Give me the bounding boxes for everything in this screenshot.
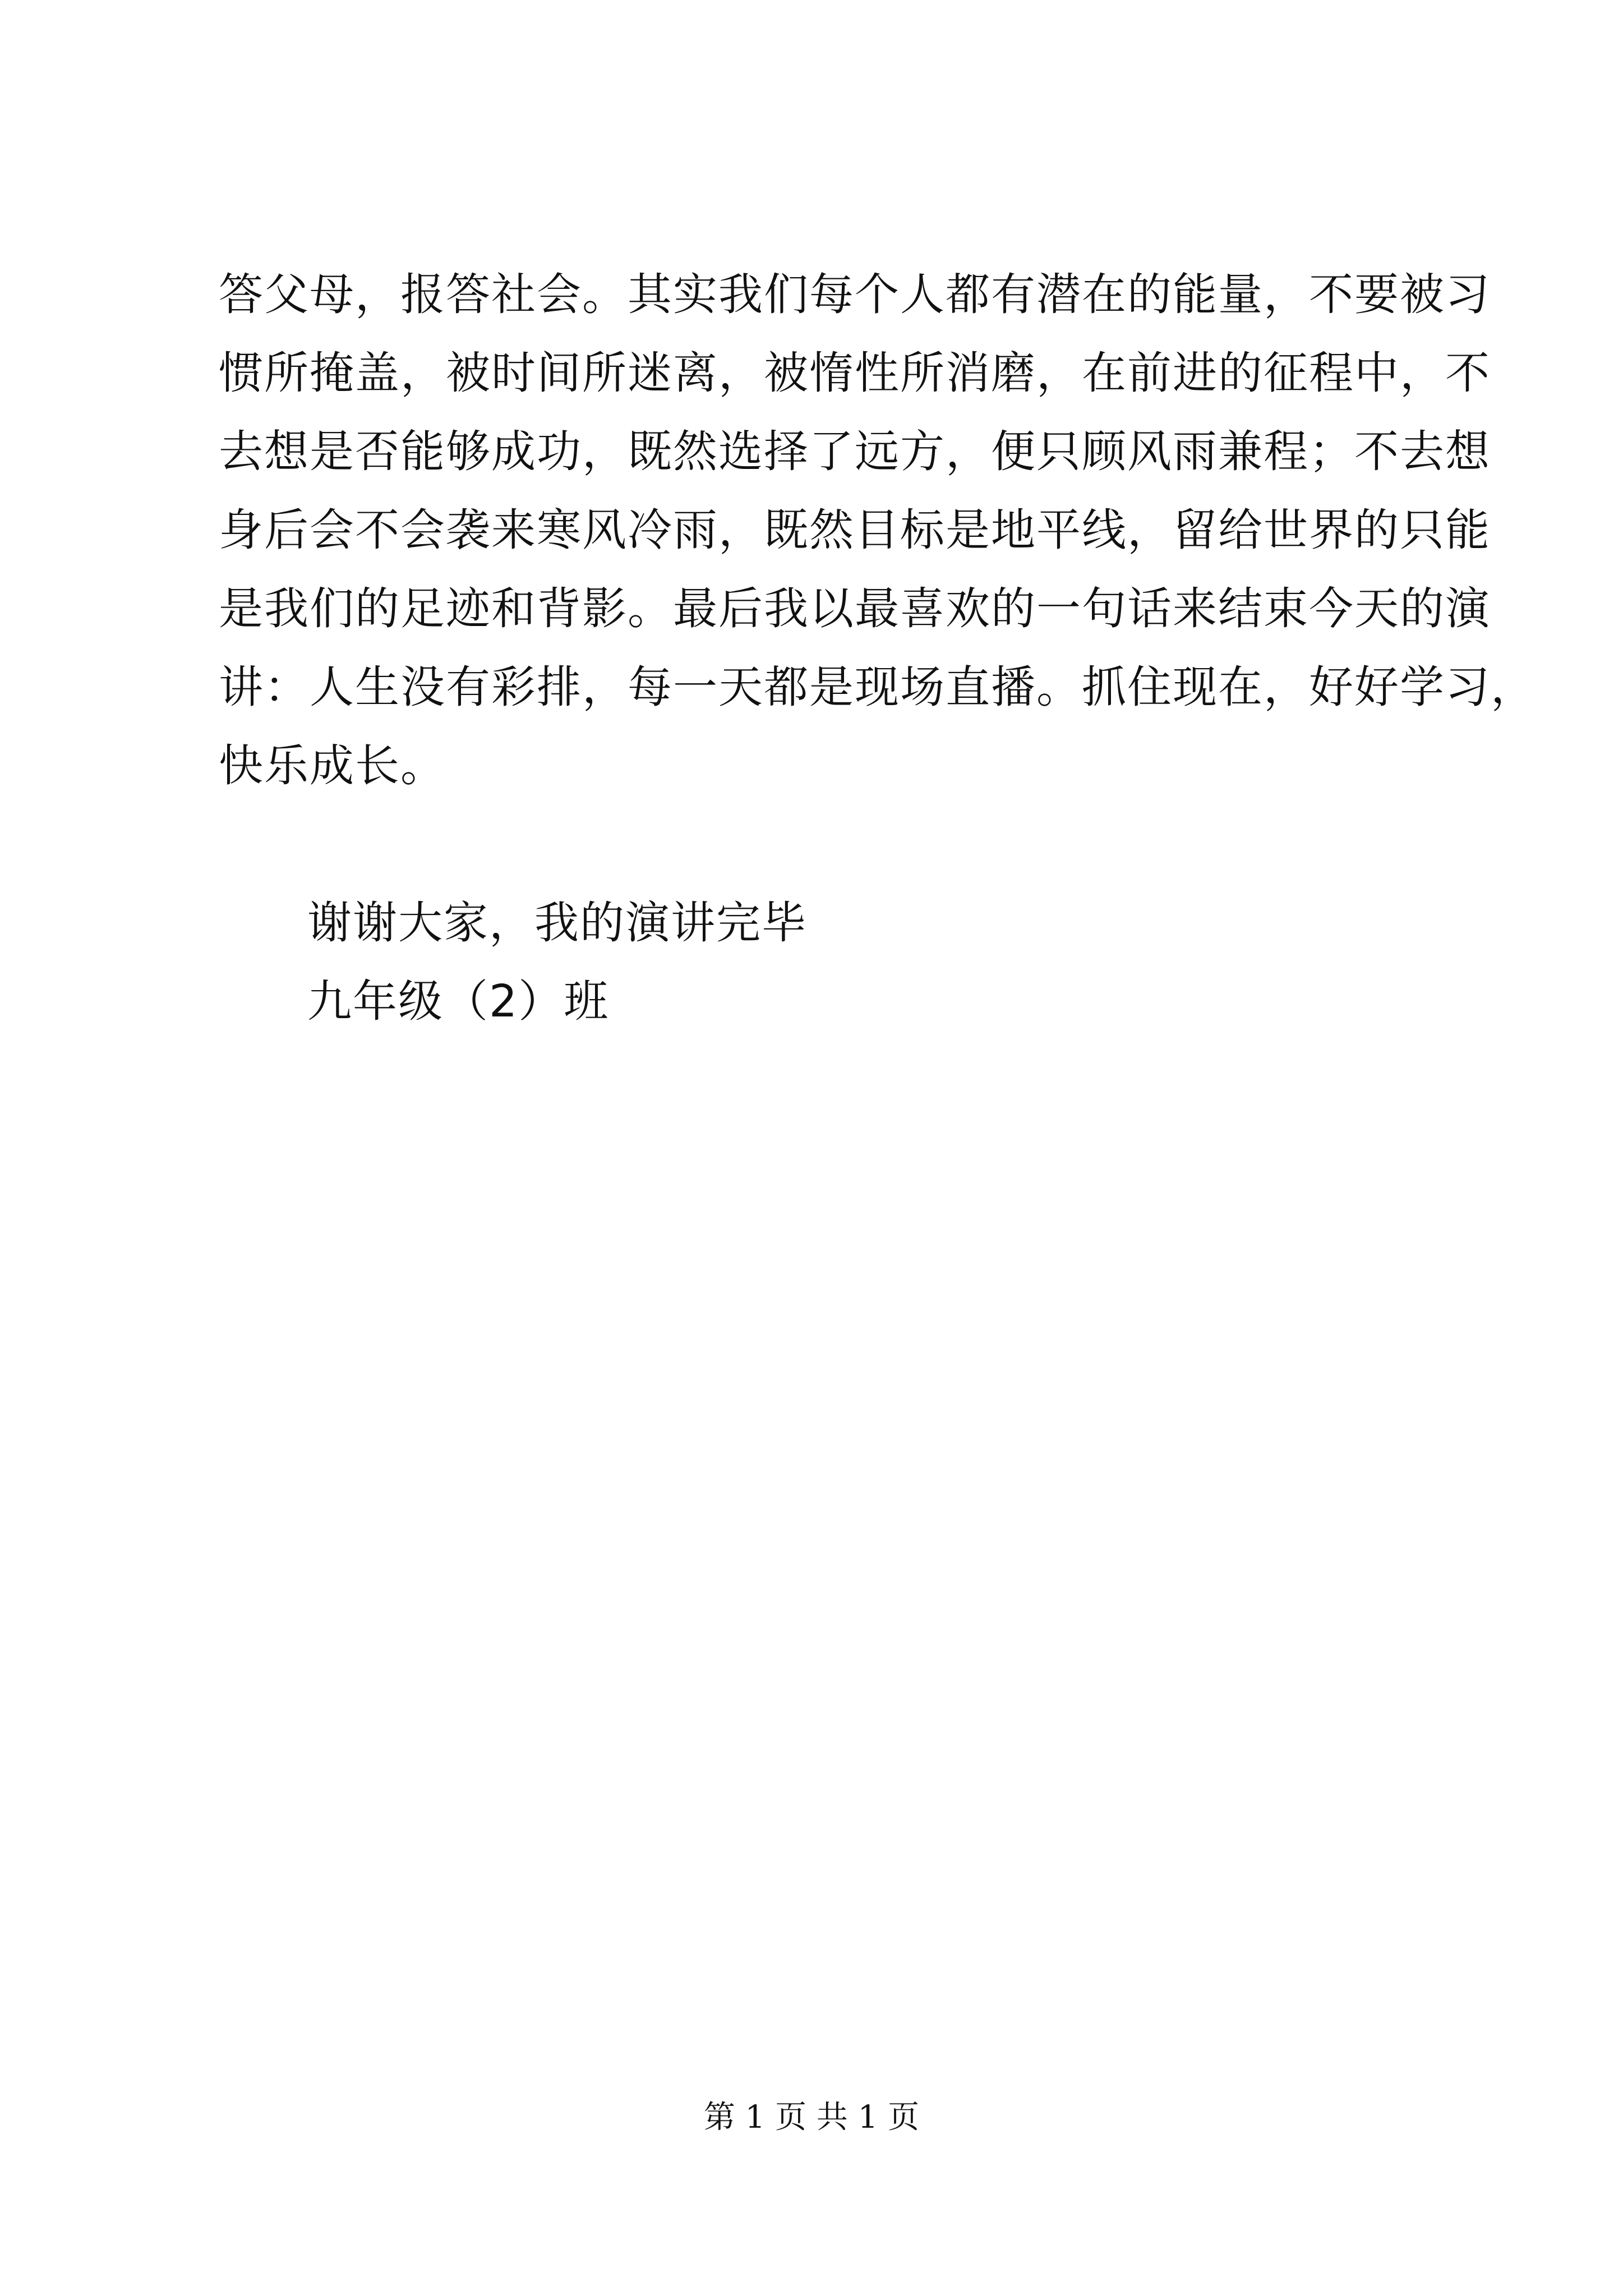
body-line: 惯所掩盖，被时间所迷离，被惰性所消磨，在前进的征程中，不: [219, 347, 1491, 399]
closing-remark: 谢谢大家，我的演讲完毕: [307, 897, 807, 949]
body-line: 去想是否能够成功，既然选择了远方，便只顾风雨兼程；不去想: [219, 426, 1491, 477]
body-line: 是我们的足迹和背影。最后我以最喜欢的一句话来结束今天的演: [219, 583, 1491, 634]
body-line: 讲：人生没有彩排，每一天都是现场直播。抓住现在，好好学习，: [219, 661, 1536, 713]
body-paragraph: [219, 255, 1536, 805]
body-line: 答父母，报答社会。其实我们每个人都有潜在的能量，不要被习: [219, 269, 1491, 320]
body-line: 快乐成长。: [219, 740, 446, 792]
page-footer: 第 1 页 共 1 页: [703, 2099, 920, 2136]
class-signature: 九年级（2）班: [307, 976, 610, 1027]
body-line: 身后会不会袭来寒风冷雨，既然目标是地平线，留给世界的只能: [219, 504, 1491, 556]
